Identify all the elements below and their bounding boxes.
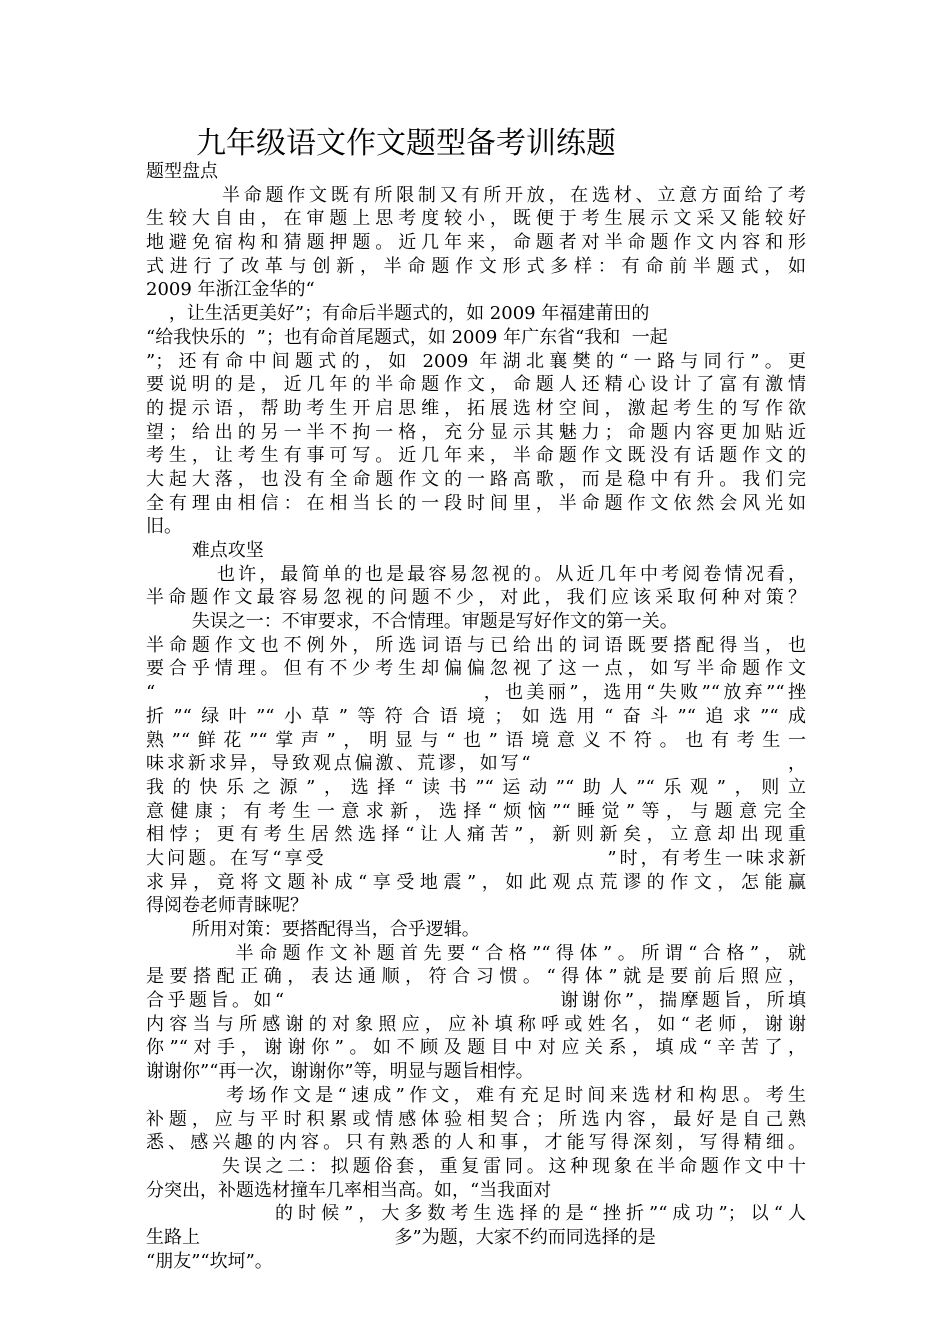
- text-line: 半命题作文既有所限制又有所开放，在选材、立意方面给了考: [146, 184, 806, 206]
- text-line: 求异，竟将文题补成“享受地震”，如此观点荒谬的作文，怎能赢: [146, 871, 806, 893]
- text-line: ”；还有命中间题式的，如 2009 年湖北襄樊的“一路与同行”。更: [146, 350, 806, 372]
- text-line: 所用对策：要搭配得当，合乎逻辑。: [146, 919, 480, 940]
- text-line: 大起大落，也没有全命题作文的一路高歌，而是稳中有升。我们完: [146, 468, 806, 490]
- text-line: 旧。: [146, 516, 182, 538]
- text-line: 折”“绿叶”“小草”等符合语境；如选用“奋斗”“追求”“成: [146, 705, 806, 727]
- text-line: 地避免宿构和猜题押题。近几年来，命题者对半命题作文内容和形: [146, 232, 806, 254]
- text-line: 半命题作文也不例外，所选词语与已给出的词语既要搭配得当，也: [146, 634, 806, 656]
- text-line: 式进行了改革与创新，半命题作文形式多样：有命前半题式，如: [146, 255, 806, 277]
- text-line: 考场作文是“速成”作文，难有充足时间来选材和构思。考生: [146, 1084, 806, 1106]
- text-line: 失误之一：不审要求，不合情理。审题是写好作文的第一关。: [146, 611, 678, 633]
- text-line: 大问题。在写“享受 ”时，有考生一味求新: [146, 847, 806, 869]
- document-body: [146, 160, 806, 1273]
- text-line: 意健康；有考生一意求新，选择“烦恼”“睡觉”等，与题意完全: [146, 800, 806, 822]
- text-line: 失误之二：拟题俗套，重复雷同。这种现象在半命题作文中十: [146, 1155, 806, 1177]
- text-line: 题型盘点: [146, 161, 218, 182]
- text-line: 要说明的是，近几年的半命题作文，命题人还精心设计了富有激情: [146, 374, 806, 396]
- text-line: 的提示语，帮助考生开启思维，拓展选材空间，激起考生的写作欲: [146, 397, 806, 419]
- text-line: 相悖；更有考生居然选择“让人痛苦”，新则新矣，立意却出现重: [146, 824, 806, 846]
- text-line: 合乎题旨。如“ 谢谢你”，揣摩题旨，所填: [146, 990, 806, 1012]
- text-line: 你”“对手，谢谢你”。如不顾及题目中对应关系，填成“辛苦了，: [146, 1037, 806, 1059]
- text-line: 难点攻坚: [146, 540, 264, 561]
- text-line: 2009 年浙江金华的“: [146, 279, 315, 301]
- text-line: 生路上 多”为题，大家不约而同选择的是: [146, 1226, 656, 1248]
- document-title: 九年级语文作文题型备考训练题: [196, 126, 616, 161]
- text-line: 生较大自由，在审题上思考度较小，既便于考生展示文采又能较好: [146, 208, 806, 230]
- text-line: 悉、感兴趣的内容。只有熟悉的人和事，才能写得深刻，写得精细。: [146, 1132, 806, 1154]
- text-line: ，让生活更美好”；有命后半题式的，如 2009 年福建莆田的: [146, 303, 650, 325]
- text-line: 得阅卷老师青睐呢？: [146, 895, 308, 917]
- text-line: “ ，也美丽”，选用“失败”“放弃”“挫: [146, 682, 806, 704]
- text-line: “给我快乐的 ”；也有命首尾题式，如 2009 年广东省“我和 一起: [146, 326, 668, 348]
- text-line: 的时候”，大多数考生选择的是“挫折”“成功”；以“人: [146, 1203, 806, 1225]
- text-line: 望；给出的另一半不拘一格，充分显示其魅力；命题内容更加贴近: [146, 421, 806, 443]
- text-line: 谢谢你”“再一次，谢谢你”等，明显与题旨相悖。: [146, 1061, 534, 1083]
- text-line: “朋友”“坎坷”。: [146, 1250, 273, 1272]
- text-line: 半命题作文最容易忽视的问题不少，对此，我们应该采取何种对策？: [146, 587, 806, 609]
- text-line: 内容当与所感谢的对象照应，应补填称呼或姓名，如“老师，谢谢: [146, 1013, 806, 1035]
- text-line: 也许，最简单的也是最容易忽视的。从近几年中考阅卷情况看，: [146, 563, 806, 585]
- text-line: 考生，让考生有事可写。近几年来，半命题作文既没有话题作文的: [146, 445, 806, 467]
- text-line: 熟”“鲜花”“掌声”，明显与“也”语境意义不符。也有考生一: [146, 729, 806, 751]
- text-line: 味求新求异，导致观点偏激、荒谬，如写“ ，: [146, 753, 806, 775]
- text-line: 分突出，补题选材撞车几率相当高。如，“当我面对: [146, 1179, 552, 1201]
- text-line: 是要搭配正确，表达通顺，符合习惯。“得体”就是要前后照应，: [146, 966, 806, 988]
- text-line: 要合乎情理。但有不少考生却偏偏忽视了这一点，如写半命题作文: [146, 658, 806, 680]
- text-line: 半命题作文补题首先要“合格”“得体”。所谓“合格”，就: [146, 942, 806, 964]
- text-line: 补题，应与平时积累或情感体验相契合；所选内容，最好是自己熟: [146, 1108, 806, 1130]
- text-line: 全有理由相信：在相当长的一段时间里，半命题作文依然会风光如: [146, 492, 806, 514]
- text-line: 我的快乐之源”，选择“读书”“运动”“助人”“乐观”，则立: [146, 776, 806, 798]
